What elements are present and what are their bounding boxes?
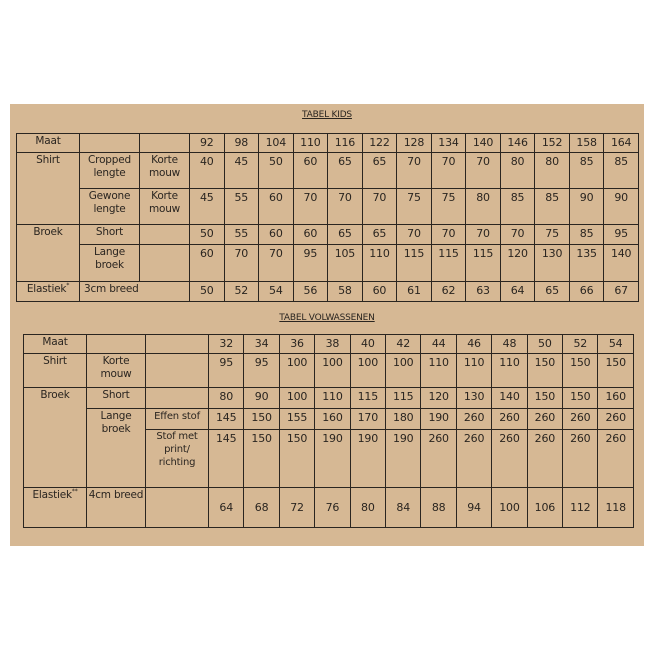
effen-cell: 170 [350,409,385,430]
effen-cell: 260 [563,409,598,430]
elastiek-width: 4cm breed [87,488,146,528]
lange-cell: 115 [431,245,466,282]
short-cell: 160 [598,388,633,409]
elastiek-cell: 66 [569,282,604,302]
cropped-cell: 70 [397,153,432,189]
elastiek-label [24,488,87,528]
shirt-label: Shirt [17,153,80,225]
adults-header-row [24,335,634,354]
footnote-mark: ** [71,488,78,495]
shirt-cell: 150 [563,354,598,388]
elastiek-cell: 88 [421,488,456,528]
elastiek-width: 3cm breed [80,282,190,302]
shirt-cell: 110 [421,354,456,388]
effen-cell: 180 [386,409,421,430]
lange-cell: 70 [259,245,294,282]
size-header: 52 [563,335,598,354]
elastiek-cell: 112 [563,488,598,528]
short-cell: 150 [527,388,562,409]
size-header: 36 [279,335,314,354]
effen-cell: 190 [421,409,456,430]
shirt-cell: 100 [386,354,421,388]
gewone-cell: 75 [431,189,466,225]
lange-cell: 95 [293,245,328,282]
size-header: 48 [492,335,527,354]
size-header: 158 [569,134,604,153]
cropped-cell: 70 [466,153,501,189]
shirt-cell: 95 [244,354,279,388]
kids-row-gewone [17,189,639,225]
print-cell: 260 [456,430,491,488]
print-cell: 260 [563,430,598,488]
lange-cell: 110 [362,245,397,282]
short-label: Short [87,388,146,409]
gewone-cell: 45 [190,189,225,225]
elastiek-cell: 50 [190,282,225,302]
elastiek-cell: 68 [244,488,279,528]
lange-cell: 105 [328,245,363,282]
short-cell: 115 [386,388,421,409]
size-header: 134 [431,134,466,153]
size-header: 92 [190,134,225,153]
cropped-cell: 80 [500,153,535,189]
short-label: Short [80,225,140,245]
print-cell: 150 [279,430,314,488]
size-chart-panel [10,104,644,546]
elastiek-cell: 84 [386,488,421,528]
kids-row-cropped [17,153,639,189]
elastiek-cell: 72 [279,488,314,528]
elastiek-cell: 56 [293,282,328,302]
short-cell: 130 [456,388,491,409]
shirt-cell: 150 [527,354,562,388]
gewone-cell: 90 [569,189,604,225]
lange-cell: 70 [224,245,259,282]
effen-cell: 145 [209,409,244,430]
size-header: 32 [209,335,244,354]
shirt-cell: 110 [456,354,491,388]
short-cell: 60 [259,225,294,245]
shirt-cell: 95 [209,354,244,388]
elastiek-cell: 118 [598,488,633,528]
adults-table-title: TABEL VOLWASSENEN [279,313,375,323]
adults-row-elastiek [24,488,634,528]
adults-table-body [24,335,634,528]
elastiek-cell: 63 [466,282,501,302]
elastiek-cell: 76 [315,488,350,528]
size-header: 140 [466,134,501,153]
lange-cell: 115 [466,245,501,282]
effen-cell: 260 [527,409,562,430]
cropped-cell: 70 [431,153,466,189]
short-cell: 55 [224,225,259,245]
short-cell: 90 [244,388,279,409]
size-header: 152 [535,134,570,153]
gewone-cell: 75 [397,189,432,225]
print-cell: 190 [350,430,385,488]
print-cell: 260 [421,430,456,488]
short-cell: 70 [466,225,501,245]
gewone-cell: 70 [362,189,397,225]
effen-cell: 260 [456,409,491,430]
short-cell: 75 [535,225,570,245]
size-header: 38 [315,335,350,354]
gewone-cell: 80 [466,189,501,225]
size-header: 46 [456,335,491,354]
short-cell: 70 [431,225,466,245]
print-cell: 190 [315,430,350,488]
cropped-cell: 65 [328,153,363,189]
footnote-mark: * [66,282,70,289]
print-cell: 260 [598,430,633,488]
cropped-cell: 65 [362,153,397,189]
kids-header-row [17,134,639,153]
print-cell: 260 [492,430,527,488]
effen-cell: 160 [315,409,350,430]
print-cell: 145 [209,430,244,488]
gewone-cell: 90 [604,189,639,225]
size-header: 104 [259,134,294,153]
print-cell: 190 [386,430,421,488]
effen-cell: 260 [492,409,527,430]
short-cell: 50 [190,225,225,245]
short-cell: 120 [421,388,456,409]
gewone-cell: 70 [328,189,363,225]
size-header: 44 [421,335,456,354]
lange-cell: 120 [500,245,535,282]
adults-row-shirt [24,354,634,388]
size-header: 128 [397,134,432,153]
elastiek-cell: 61 [397,282,432,302]
size-header: 34 [244,335,279,354]
size-header: 50 [527,335,562,354]
short-cell: 60 [293,225,328,245]
adults-row-short [24,388,634,409]
lange-cell: 130 [535,245,570,282]
shirt-cell: 110 [492,354,527,388]
elastiek-cell: 52 [224,282,259,302]
lange-broek-label: Lange broek [87,409,146,488]
size-header: 40 [350,335,385,354]
gewone-cell: 55 [224,189,259,225]
shirt-cell: 100 [315,354,350,388]
short-cell: 100 [279,388,314,409]
elastiek-cell: 54 [259,282,294,302]
kids-table-body [17,134,639,302]
elastiek-label-text: Elastiek [26,283,67,295]
lange-cell: 135 [569,245,604,282]
adults-row-effen [24,409,634,430]
elastiek-cell: 64 [500,282,535,302]
short-cell: 65 [362,225,397,245]
maat-label: Maat [24,335,87,354]
short-cell: 85 [569,225,604,245]
size-header: 110 [293,134,328,153]
elastiek-cell: 94 [456,488,491,528]
lange-broek-label: Lange broek [80,245,140,282]
size-header: 116 [328,134,363,153]
elastiek-cell: 80 [350,488,385,528]
cropped-cell: 50 [259,153,294,189]
korte-mouw-label: Korte mouw [140,153,190,189]
elastiek-cell: 62 [431,282,466,302]
elastiek-cell: 58 [328,282,363,302]
size-header: 42 [386,335,421,354]
kids-row-elastiek [17,282,639,302]
print-cell: 150 [244,430,279,488]
gewone-label: Gewone lengte [80,189,140,225]
kids-row-lange [17,245,639,282]
gewone-cell: 85 [500,189,535,225]
short-cell: 140 [492,388,527,409]
cropped-label: Cropped lengte [80,153,140,189]
elastiek-cell: 100 [492,488,527,528]
short-cell: 70 [397,225,432,245]
effen-cell: 260 [598,409,633,430]
short-cell: 95 [604,225,639,245]
broek-label: Broek [17,225,80,282]
gewone-cell: 60 [259,189,294,225]
shirt-cell: 100 [350,354,385,388]
effen-cell: 155 [279,409,314,430]
adults-size-table [23,334,634,528]
size-header: 98 [224,134,259,153]
effen-label: Effen stof [146,409,209,430]
print-label: Stof met print/ richting [146,430,209,488]
cropped-cell: 85 [569,153,604,189]
gewone-cell: 70 [293,189,328,225]
size-header: 146 [500,134,535,153]
maat-label: Maat [17,134,80,153]
short-cell: 70 [500,225,535,245]
broek-label: Broek [24,388,87,488]
cropped-cell: 80 [535,153,570,189]
lange-cell: 140 [604,245,639,282]
effen-cell: 150 [244,409,279,430]
shirt-cell: 100 [279,354,314,388]
lange-cell: 60 [190,245,225,282]
shirt-cell: 150 [598,354,633,388]
kids-table-title: TABEL KIDS [302,110,352,120]
elastiek-cell: 65 [535,282,570,302]
lange-cell: 115 [397,245,432,282]
gewone-cell: 85 [535,189,570,225]
cropped-cell: 45 [224,153,259,189]
kids-row-short [17,225,639,245]
size-header: 122 [362,134,397,153]
size-header: 164 [604,134,639,153]
short-cell: 115 [350,388,385,409]
elastiek-cell: 64 [209,488,244,528]
korte-mouw-label: Korte mouw [140,189,190,225]
korte-mouw-label: Korte mouw [87,354,146,388]
cropped-cell: 60 [293,153,328,189]
print-cell: 260 [527,430,562,488]
kids-size-table [16,133,639,302]
short-cell: 150 [563,388,598,409]
short-cell: 110 [315,388,350,409]
short-cell: 80 [209,388,244,409]
cropped-cell: 85 [604,153,639,189]
shirt-label: Shirt [24,354,87,388]
elastiek-label [17,282,80,302]
elastiek-cell: 106 [527,488,562,528]
elastiek-label-text: Elastiek [32,489,72,501]
size-header: 54 [598,335,633,354]
elastiek-cell: 67 [604,282,639,302]
cropped-cell: 40 [190,153,225,189]
short-cell: 65 [328,225,363,245]
elastiek-cell: 60 [362,282,397,302]
